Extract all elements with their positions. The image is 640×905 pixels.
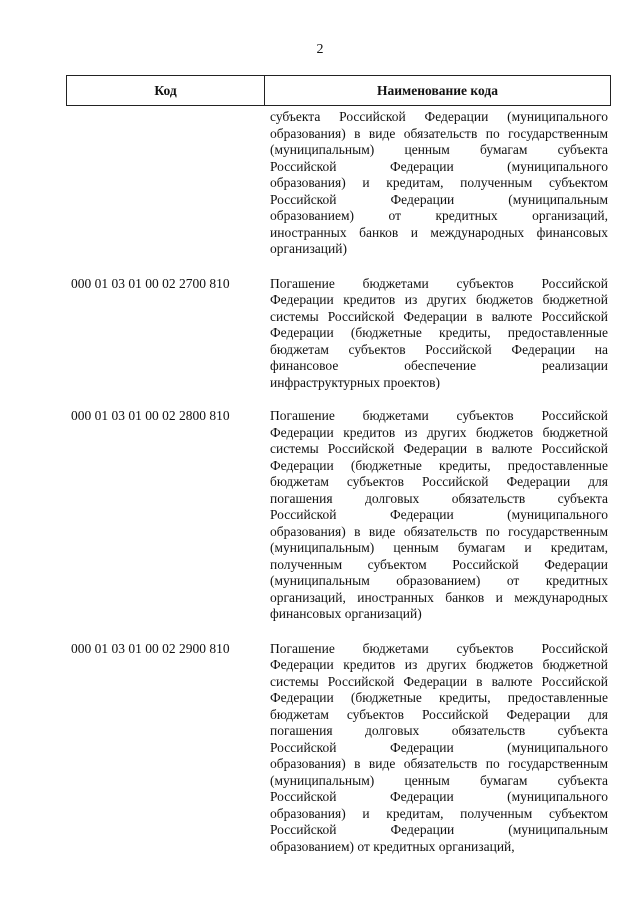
row-name-line: бюджетам субъектов Российской Федерации для [270, 706, 608, 722]
table-row [0, 276, 640, 392]
header-name: Наименование кода [377, 83, 498, 98]
row-name-line: иностранных банков и международных финансовых [270, 224, 608, 240]
row-name-line: образованием) от кредитных организаций, [270, 838, 515, 854]
row-name-line: образования) и кредитам, полученным субъектом [270, 175, 608, 190]
row-name-line: системы Российской Федерации в валюте Российской [270, 441, 608, 456]
row-name-line: Российской Федерации (муниципальным [270, 191, 608, 207]
row-name-line: Федерации кредитов из других бюджетов бюджетной [270, 657, 608, 672]
row-name-line: образования) в виде обязательств по государственным [270, 523, 608, 539]
row-name [270, 276, 608, 392]
row-name-line: Погашение бюджетами субъектов Российской [270, 275, 608, 291]
table-header [66, 75, 611, 106]
row-name-line: системы Российской Федерации в валюте Российской [270, 673, 608, 689]
header-code: Код [67, 76, 265, 105]
row-name-line: полученным субъектом Российской Федерации [270, 556, 608, 572]
row-name [270, 109, 608, 258]
row-name-line: Российской Федерации (муниципального [270, 158, 608, 174]
row-name-line: образования) в виде обязательств по государственным [270, 125, 608, 141]
table-body [0, 106, 640, 855]
row-name-line: инфраструктурных проектов) [270, 374, 440, 390]
row-name-line: субъекта Российской Федерации (муниципального [270, 109, 608, 124]
row-name [270, 641, 608, 856]
row-name-line: Российской Федерации (муниципальным [270, 822, 608, 837]
row-name-line: (муниципальным) ценным бумагам субъекта [270, 142, 608, 157]
row-name-line: Погашение бюджетами субъектов Российской [270, 640, 608, 656]
row-name-line: бюджетам субъектов Российской Федерации на [270, 341, 608, 357]
row-name-line: организаций, иностранных банков и международных [270, 589, 608, 605]
row-name-line: организаций) [270, 241, 347, 256]
row-name-line: системы Российской Федерации в валюте Российской [270, 308, 608, 324]
page-number: 2 [316, 42, 324, 57]
row-name [270, 408, 608, 623]
row-name-line: образования) и кредитам, полученным субъектом [270, 805, 608, 821]
row-name-line: Федерации (бюджетные кредиты, предоставленные [270, 457, 608, 473]
row-name-line: образованием) от кредитных организаций, [270, 208, 608, 223]
row-name-line: (муниципальным) ценным бумагам субъекта [270, 772, 608, 788]
row-name-line: Федерации кредитов из других бюджетов бюджетной [270, 292, 608, 307]
row-name-line: финансовых организаций) [270, 606, 422, 621]
row-name-line: Российской Федерации (муниципального [270, 739, 608, 755]
row-name-line: Федерации кредитов из других бюджетов бюджетной [270, 424, 608, 440]
row-name-line: бюджетам субъектов Российской Федерации для [270, 474, 608, 489]
row-name-line: Российской Федерации (муниципального [270, 789, 608, 804]
table-row [0, 106, 640, 258]
row-code: 000 01 03 01 00 02 2700 810 [71, 275, 230, 291]
row-name-line: Федерации (бюджетные кредиты, предоставленные [270, 690, 608, 705]
row-name-line: погашения долговых обязательств субъекта [270, 490, 608, 506]
row-code: 000 01 03 01 00 02 2800 810 [71, 408, 230, 423]
table-row [0, 408, 640, 623]
row-name-line: Федерации (бюджетные кредиты, предоставленные [270, 325, 608, 340]
row-code: 000 01 03 01 00 02 2900 810 [71, 640, 230, 656]
table-row [0, 641, 640, 856]
row-name-line: (муниципальным образованием) от кредитных [270, 573, 608, 588]
row-name-line: образования) в виде обязательств по государственным [270, 756, 608, 771]
row-name-line: финансовое обеспечение реализации [270, 358, 608, 373]
row-name-line: Погашение бюджетами субъектов Российской [270, 408, 608, 423]
row-name-line: погашения долговых обязательств субъекта [270, 723, 608, 738]
row-name-line: Российской Федерации (муниципального [270, 507, 608, 522]
row-name-line: (муниципальным) ценным бумагам и кредитам, [270, 540, 608, 555]
